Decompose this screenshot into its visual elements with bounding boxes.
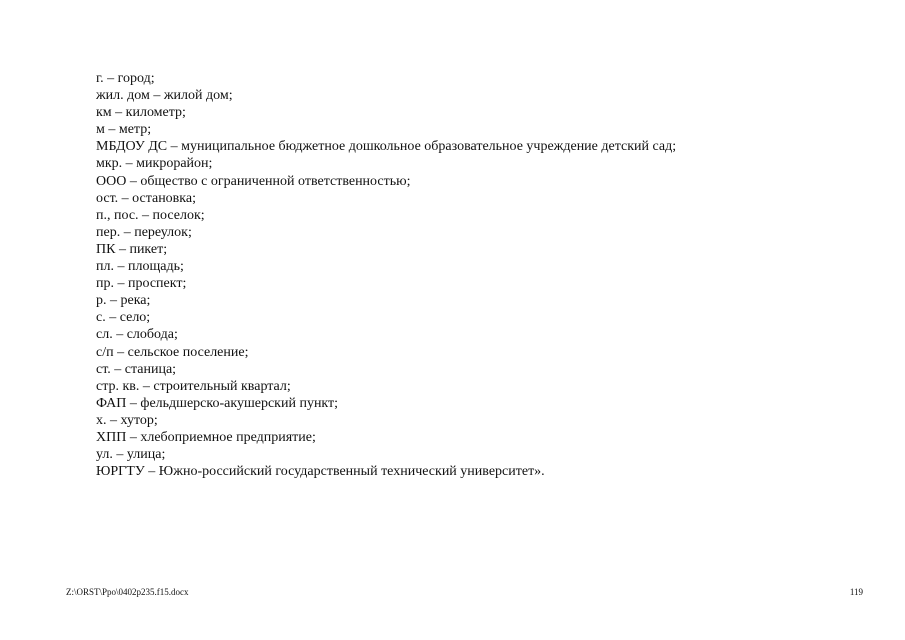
list-item: с. – село; [96,310,151,326]
list-item: ст. – станица; [96,361,177,377]
list-item: ФАП – фельдшерско-акушерский пункт; [96,395,339,411]
list-item: мкр. – микрорайон; [96,156,213,172]
list-item: сл. – слобода; [96,327,178,343]
list-item: г. – город; [96,71,155,86]
list-item: п., пос. – поселок; [96,207,205,223]
list-item: р. – река; [96,293,151,309]
list-item: ХПП – хлебоприемное предприятие; [96,429,316,445]
list-item: ЮРГТУ – Южно-российский государственный технический университет». [96,464,545,480]
page-number: 119 [849,587,863,597]
list-item: м – метр; [96,122,152,138]
abbreviation-list [96,70,676,480]
list-item: стр. кв. – строительный квартал; [96,378,291,394]
list-item: ост. – остановка; [96,190,196,206]
list-item: ул. – улица; [96,447,166,463]
list-item: МБДОУ ДС – муниципальное бюджетное дошкольное образовательное учреждение детский сад; [96,139,677,155]
list-item: пер. – переулок; [96,224,192,240]
list-item: пр. – проспект; [96,276,187,292]
list-item: ООО – общество с ограниченной ответственностью; [96,173,411,189]
list-item: х. – хутор; [96,412,158,428]
list-item: ПК – пикет; [96,241,168,257]
list-item: жил. дом – жилой дом; [96,88,233,104]
list-item: км – километр; [96,105,186,121]
list-item: с/п – сельское поселение; [96,344,249,360]
list-item: пл. – площадь; [96,259,184,275]
footer-file-path: Z:\ORST\Ppo\0402p235.f15.docx [66,587,189,597]
